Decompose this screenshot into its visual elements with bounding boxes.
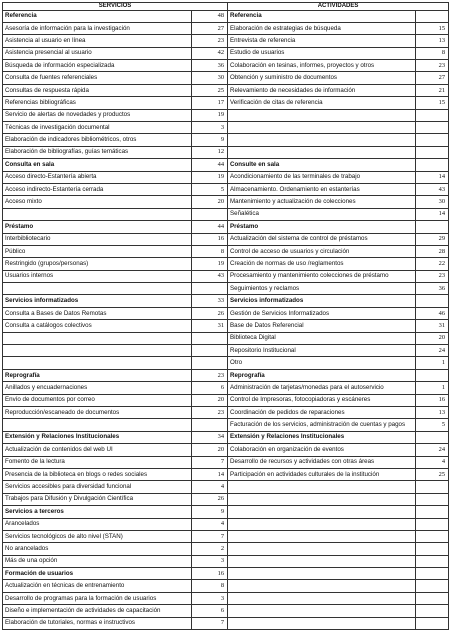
service-label: Referencias bibliográficas <box>3 97 192 109</box>
activity-label: Almacenamiento. Ordenamiento en estanterías <box>228 183 416 195</box>
service-label: Diseño e implementación de actividades de capacitación <box>3 605 192 617</box>
service-count: 7 <box>192 456 228 468</box>
table-row <box>3 258 449 270</box>
activity-count: 25 <box>416 468 449 480</box>
activity-count: 31 <box>416 320 449 332</box>
service-count: 7 <box>192 617 228 629</box>
service-label: Préstamo <box>3 221 192 233</box>
service-count: 23 <box>192 407 228 419</box>
activity-count <box>416 109 449 121</box>
activity-count <box>416 493 449 505</box>
table-row <box>3 518 449 530</box>
services-header: SERVICIOS <box>3 3 228 11</box>
activity-label: Coordinación de pedidos de reparaciones <box>228 407 416 419</box>
service-count: 2 <box>192 543 228 555</box>
activity-count: 24 <box>416 444 449 456</box>
activity-label: Seguimientos y reclamos <box>228 283 416 295</box>
service-label: Elaboración de bibliografías, guías temáticas <box>3 146 192 158</box>
service-label: Acceso directo-Estantería abierta <box>3 171 192 183</box>
activity-label <box>228 568 416 580</box>
service-count: 8 <box>192 580 228 592</box>
service-count: 26 <box>192 307 228 319</box>
activity-label: Control de Impresoras, fotocopiadoras y escáneres <box>228 394 416 406</box>
activity-count <box>416 543 449 555</box>
activity-count: 30 <box>416 196 449 208</box>
table-row <box>3 394 449 406</box>
table-row <box>3 332 449 344</box>
service-count: 19 <box>192 258 228 270</box>
table-row <box>3 134 449 146</box>
service-count: 3 <box>192 592 228 604</box>
table-row <box>3 171 449 183</box>
service-count: 20 <box>192 196 228 208</box>
service-count: 7 <box>192 530 228 542</box>
activity-label: Repositorio Institucional <box>228 345 416 357</box>
activity-label: Colaboración en organización de eventos <box>228 444 416 456</box>
service-label <box>3 283 192 295</box>
service-label: Extensión y Relaciones Institucionales <box>3 431 192 443</box>
activity-label <box>228 481 416 493</box>
activity-label <box>228 506 416 518</box>
activity-count: 36 <box>416 283 449 295</box>
activity-count: 23 <box>416 60 449 72</box>
activity-label <box>228 518 416 530</box>
service-label: Consulta en sala <box>3 159 192 171</box>
activity-count: 14 <box>416 171 449 183</box>
activity-count <box>416 568 449 580</box>
table-row <box>3 555 449 567</box>
service-count: 3 <box>192 122 228 134</box>
service-count <box>192 419 228 431</box>
table-row <box>3 60 449 72</box>
table-row <box>3 468 449 480</box>
table-row <box>3 72 449 84</box>
service-count: 19 <box>192 109 228 121</box>
table-row <box>3 580 449 592</box>
activity-label: Desarrollo de recursos y actividades con otras áreas <box>228 456 416 468</box>
service-count: 5 <box>192 183 228 195</box>
activity-label: Estudio de usuarios <box>228 47 416 59</box>
table-row <box>3 97 449 109</box>
activity-label <box>228 592 416 604</box>
activity-label: Reprografía <box>228 369 416 381</box>
activity-label <box>228 555 416 567</box>
table-body <box>3 10 449 630</box>
activity-count <box>416 122 449 134</box>
activity-count <box>416 605 449 617</box>
activity-label: Colaboración en tesinas, informes, proyectos y otros <box>228 60 416 72</box>
service-label: Restringido (grupos/personas) <box>3 258 192 270</box>
activity-label: Referencia <box>228 10 416 22</box>
service-count: 44 <box>192 159 228 171</box>
activity-label <box>228 109 416 121</box>
activity-label: Control de acceso de usuarios y circulación <box>228 245 416 257</box>
service-label: Técnicas de investigación documental <box>3 122 192 134</box>
activity-count <box>416 580 449 592</box>
activity-label: Elaboración de estrategias de búsqueda <box>228 22 416 34</box>
service-count: 33 <box>192 295 228 307</box>
service-count: 3 <box>192 555 228 567</box>
table-row <box>3 146 449 158</box>
service-label: No arancelados <box>3 543 192 555</box>
activity-label: Base de Datos Referencial <box>228 320 416 332</box>
table-row <box>3 109 449 121</box>
activity-label <box>228 134 416 146</box>
service-label <box>3 345 192 357</box>
service-label: Desarrollo de programas para la formación de usuarios <box>3 592 192 604</box>
service-label: Arancelados <box>3 518 192 530</box>
service-count: 26 <box>192 493 228 505</box>
table-row <box>3 456 449 468</box>
service-count: 27 <box>192 22 228 34</box>
table-row <box>3 568 449 580</box>
service-label: Asesoría de información para la investigación <box>3 22 192 34</box>
table-row <box>3 221 449 233</box>
service-label <box>3 357 192 369</box>
activity-label: Relevamiento de necesidades de información <box>228 84 416 96</box>
service-label: Más de una opción <box>3 555 192 567</box>
table-row <box>3 481 449 493</box>
service-count: 16 <box>192 233 228 245</box>
activity-label: Extensión y Relaciones Institucionales <box>228 431 416 443</box>
table-row <box>3 270 449 282</box>
service-count: 34 <box>192 431 228 443</box>
activity-count: 15 <box>416 22 449 34</box>
activity-label: Gestión de Servicios Informatizados <box>228 307 416 319</box>
table-row <box>3 431 449 443</box>
table-row <box>3 592 449 604</box>
activity-count <box>416 592 449 604</box>
table-row <box>3 233 449 245</box>
activity-count <box>416 506 449 518</box>
service-label: Presencia de la biblioteca en blogs o redes sociales <box>3 468 192 480</box>
table-row <box>3 506 449 518</box>
service-label: Acceso mixto <box>3 196 192 208</box>
activity-label: Biblioteca Digital <box>228 332 416 344</box>
service-count: 6 <box>192 605 228 617</box>
services-activities-table-page <box>2 2 448 640</box>
activity-count <box>416 431 449 443</box>
service-label: Trabajos para Difusión y Divulgación Científica <box>3 493 192 505</box>
activity-label: Préstamo <box>228 221 416 233</box>
activity-label: Servicios informatizados <box>228 295 416 307</box>
table-row <box>3 493 449 505</box>
activity-label <box>228 146 416 158</box>
service-label: Elaboración de indicadores bibliométricos, otros <box>3 134 192 146</box>
service-label: Servicios informatizados <box>3 295 192 307</box>
activity-label <box>228 543 416 555</box>
table-row <box>3 320 449 332</box>
service-label <box>3 208 192 220</box>
activity-label: Consulte en sala <box>228 159 416 171</box>
activity-count <box>416 617 449 629</box>
service-label: Asistencia al usuario en línea <box>3 35 192 47</box>
table-row <box>3 307 449 319</box>
activity-count: 23 <box>416 270 449 282</box>
activity-count: 4 <box>416 456 449 468</box>
activity-count: 8 <box>416 47 449 59</box>
service-count: 8 <box>192 245 228 257</box>
activity-label <box>228 122 416 134</box>
service-count: 20 <box>192 394 228 406</box>
service-count: 36 <box>192 60 228 72</box>
activity-label <box>228 580 416 592</box>
table-row <box>3 369 449 381</box>
activity-count: 29 <box>416 233 449 245</box>
activity-count <box>416 555 449 567</box>
service-count: 43 <box>192 270 228 282</box>
service-label: Elaboración de tutoriales, normas e instructivos <box>3 617 192 629</box>
activity-count: 15 <box>416 97 449 109</box>
activity-count: 13 <box>416 407 449 419</box>
table-row <box>3 382 449 394</box>
table-row <box>3 345 449 357</box>
activity-label: Verificación de citas de referencia <box>228 97 416 109</box>
activity-count: 5 <box>416 419 449 431</box>
service-label: Formación de usuarios <box>3 568 192 580</box>
activity-label <box>228 493 416 505</box>
service-count: 25 <box>192 84 228 96</box>
activity-label: Actualización del sistema de control de préstamos <box>228 233 416 245</box>
service-label: Búsqueda de información especializada <box>3 60 192 72</box>
activity-count: 14 <box>416 208 449 220</box>
service-label: Público <box>3 245 192 257</box>
service-label <box>3 419 192 431</box>
table-header-row <box>3 3 449 11</box>
service-count: 31 <box>192 320 228 332</box>
service-label: Consulta de fuentes referenciales <box>3 72 192 84</box>
service-count: 44 <box>192 221 228 233</box>
service-count <box>192 283 228 295</box>
activity-count: 28 <box>416 245 449 257</box>
service-count <box>192 357 228 369</box>
service-label: Consulta a catálogos colectivos <box>3 320 192 332</box>
service-label: Actualización de contenidos del web UI <box>3 444 192 456</box>
service-label: Envío de documentos por correo <box>3 394 192 406</box>
service-label: Servicios a terceros <box>3 506 192 518</box>
service-label: Anillados y encuadernaciones <box>3 382 192 394</box>
table-row <box>3 407 449 419</box>
activity-label: Procesamiento y mantenimiento colecciones de préstamo <box>228 270 416 282</box>
activity-count <box>416 369 449 381</box>
table-row <box>3 245 449 257</box>
activity-count <box>416 518 449 530</box>
table-row <box>3 617 449 629</box>
activity-label: Otro <box>228 357 416 369</box>
service-label: Usuarios internos <box>3 270 192 282</box>
service-count: 23 <box>192 35 228 47</box>
table-row <box>3 35 449 47</box>
activity-label <box>228 605 416 617</box>
activity-count: 43 <box>416 183 449 195</box>
service-count: 9 <box>192 134 228 146</box>
service-count: 42 <box>192 47 228 59</box>
service-count: 12 <box>192 146 228 158</box>
activity-count <box>416 134 449 146</box>
service-count: 20 <box>192 444 228 456</box>
service-count: 16 <box>192 568 228 580</box>
activity-count <box>416 530 449 542</box>
service-count: 4 <box>192 518 228 530</box>
table-row <box>3 84 449 96</box>
table-row <box>3 196 449 208</box>
activity-count: 1 <box>416 382 449 394</box>
table-row <box>3 122 449 134</box>
activity-count <box>416 221 449 233</box>
service-count: 17 <box>192 97 228 109</box>
table-row <box>3 283 449 295</box>
service-count: 6 <box>192 382 228 394</box>
table-row <box>3 605 449 617</box>
table-row <box>3 183 449 195</box>
activity-count: 21 <box>416 84 449 96</box>
activity-count: 13 <box>416 35 449 47</box>
activity-count: 22 <box>416 258 449 270</box>
table-row <box>3 543 449 555</box>
activity-count: 16 <box>416 394 449 406</box>
service-label: Asistencia presencial al usuario <box>3 47 192 59</box>
activity-label: Acondicionamiento de las terminales de trabajo <box>228 171 416 183</box>
service-count <box>192 332 228 344</box>
activity-label: Mantenimiento y actualización de colecciones <box>228 196 416 208</box>
activity-count: 46 <box>416 307 449 319</box>
table-row <box>3 295 449 307</box>
activity-count <box>416 10 449 22</box>
service-count: 30 <box>192 72 228 84</box>
service-count: 23 <box>192 369 228 381</box>
service-label: Servicios tecnológicos de alto nivel (STAN) <box>3 530 192 542</box>
service-label: Acceso indirecto-Estantería cerrada <box>3 183 192 195</box>
table-row <box>3 22 449 34</box>
activity-count <box>416 481 449 493</box>
table-row <box>3 444 449 456</box>
service-label: Servicio de alertas de novedades y productos <box>3 109 192 121</box>
service-count: 14 <box>192 468 228 480</box>
activity-label: Obtención y suministro de documentos <box>228 72 416 84</box>
table-row <box>3 208 449 220</box>
service-count: 4 <box>192 481 228 493</box>
service-label: Consultas de respuesta rápida <box>3 84 192 96</box>
activity-count: 24 <box>416 345 449 357</box>
activity-label: Facturación de los servicios, administración de cuentas y pagos <box>228 419 416 431</box>
services-activities-table <box>2 2 449 630</box>
service-count <box>192 208 228 220</box>
activity-count <box>416 159 449 171</box>
service-label: Reprografía <box>3 369 192 381</box>
table-row <box>3 530 449 542</box>
activity-count: 1 <box>416 357 449 369</box>
service-label: Reproducción/escaneado de documentos <box>3 407 192 419</box>
activity-count <box>416 146 449 158</box>
table-row <box>3 357 449 369</box>
table-row <box>3 159 449 171</box>
activity-label <box>228 530 416 542</box>
table-row <box>3 10 449 22</box>
service-count <box>192 345 228 357</box>
activity-label: Entrevista de referencia <box>228 35 416 47</box>
service-label <box>3 332 192 344</box>
activity-count: 27 <box>416 72 449 84</box>
table-row <box>3 47 449 59</box>
service-count: 9 <box>192 506 228 518</box>
activity-count <box>416 295 449 307</box>
activity-count: 20 <box>416 332 449 344</box>
service-label: Actualización en técnicas de entrenamiento <box>3 580 192 592</box>
service-label: Servicios accesibles para diversidad funcional <box>3 481 192 493</box>
service-label: Fomento de la lectura <box>3 456 192 468</box>
table-row <box>3 419 449 431</box>
service-count: 19 <box>192 171 228 183</box>
service-label: Interbibliotecario <box>3 233 192 245</box>
service-label: Referencia <box>3 10 192 22</box>
activities-header: ACTIVIDADES <box>228 3 449 11</box>
activity-label: Creación de normas de uso /reglamentos <box>228 258 416 270</box>
activity-label: Participación en actividades culturales de la institución <box>228 468 416 480</box>
activity-label: Administración de tarjetas/monedas para el autoservicio <box>228 382 416 394</box>
activity-label: Señalética <box>228 208 416 220</box>
service-label: Consulta a Bases de Datos Remotas <box>3 307 192 319</box>
activity-label <box>228 617 416 629</box>
service-count: 48 <box>192 10 228 22</box>
